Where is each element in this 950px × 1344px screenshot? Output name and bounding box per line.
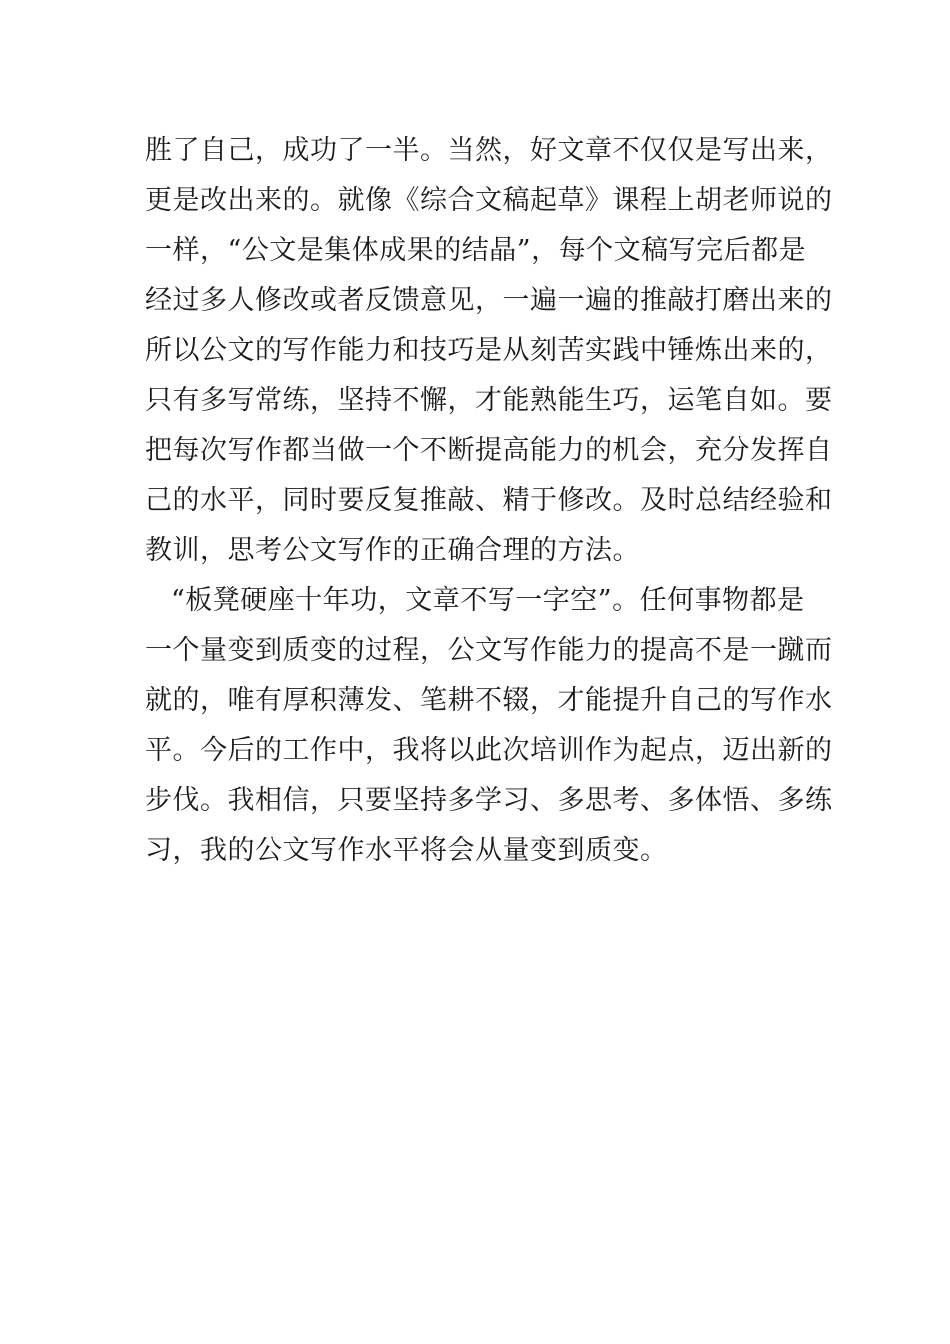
text-line: 经过多人修改或者反馈意见，一遍一遍的推敲打磨出来的 <box>145 285 833 316</box>
text-line: 把每次写作都当做一个不断提高能力的机会，充分发挥自 <box>145 435 833 466</box>
text-line: 步伐。我相信，只要坚持多学习、多思考、多体悟、多练 <box>145 785 833 816</box>
text-line: 所以公文的写作能力和技巧是从刻苦实践中锤炼出来的， <box>145 335 833 366</box>
text-line: 一个量变到质变的过程，公文写作能力的提高不是一蹴而 <box>145 635 833 666</box>
text-line: 平。今后的工作中，我将以此次培训作为起点，迈出新的 <box>145 735 833 766</box>
text-line: 胜了自己，成功了一半。当然，好文章不仅仅是写出来， <box>145 135 833 166</box>
text-line: 习，我的公文写作水平将会从量变到质变。 <box>145 835 668 866</box>
text-line: 一样，“公文是集体成果的结晶”，每个文稿写完后都是 <box>145 235 807 266</box>
text-line: 就的，唯有厚积薄发、笔耕不辍，才能提升自己的写作水 <box>145 685 833 716</box>
text-line: 更是改出来的。就像《综合文稿起草》课程上胡老师说的 <box>145 185 833 216</box>
document-body <box>145 126 833 876</box>
text-line: 己的水平，同时要反复推敲、精于修改。及时总结经验和 <box>145 485 833 516</box>
text-line: 只有多写常练，坚持不懈，才能熟能生巧，运笔自如。要 <box>145 385 833 416</box>
paragraph-first-line: “板凳硬座十年功，文章不写一字空”。任何事物都是 <box>171 585 805 616</box>
text-line: 教训，思考公文写作的正确合理的方法。 <box>145 535 640 566</box>
